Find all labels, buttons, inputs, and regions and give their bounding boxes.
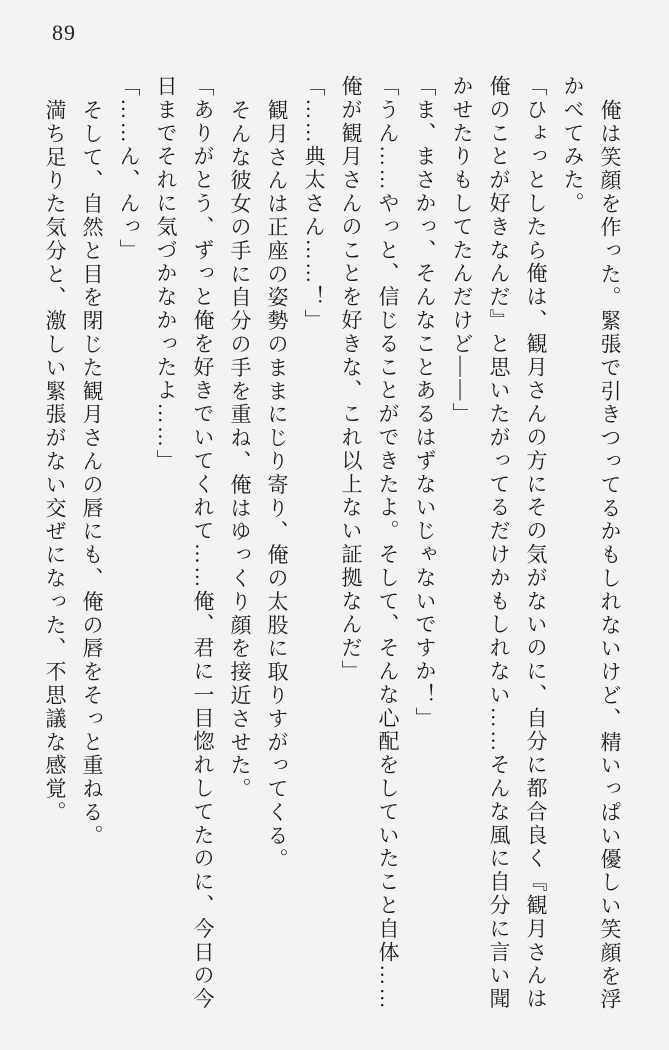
text-line: 満ち足りた気分と、激しい緊張がない交ぜになった、不思議な感覚。 bbox=[43, 98, 67, 824]
text-line: 俺のことが好きなんだ』と思いたがってるだけかもしれない……そんな風に自分に言い聞 bbox=[487, 75, 511, 1011]
text-line: 「ひょっとしたら俺は、観月さんの方にその気がないのに、自分に都合良く『観月さんは bbox=[524, 75, 548, 1011]
text-line: 俺が観月さんのことを好きな、これ以上ない証拠なんだ」 bbox=[339, 75, 363, 684]
text-line: 俺は笑顔を作った。緊張で引きつってるかもしれないけど、精いっぱい優しい笑顔を浮 bbox=[598, 98, 622, 1012]
text-line: 「……ん、んっ」 bbox=[117, 75, 141, 263]
text-line: かせたりもしてたんだけど――」 bbox=[450, 75, 474, 426]
page-number: 89 bbox=[52, 20, 76, 45]
vertical-text-area bbox=[36, 75, 628, 1020]
text-line: そして、自然と目を閉じた観月さんの唇にも、俺の唇をそっと重ねる。 bbox=[80, 98, 104, 848]
text-line: 「ありがとう、ずっと俺を好きでいてくれて……俺、君に一目惚れしてたのに、今日の今 bbox=[191, 75, 215, 1011]
text-line: 「……典太さん……！」 bbox=[302, 75, 326, 333]
text-line: かべてみた。 bbox=[561, 75, 585, 216]
text-line: そんな彼女の手に自分の手を重ね、俺はゆっくり顔を接近させた。 bbox=[228, 98, 252, 801]
text-line: 観月さんは正座の姿勢のままにじり寄り、俺の太股に取りすがってくる。 bbox=[265, 98, 289, 871]
text-line: 「うん……やっと、信じることができたよ。そして、そんな心配をしていたこと自体…… bbox=[376, 75, 400, 1011]
text-line: 「ま、まさかっ、そんなことあるはずないじゃないですか！」 bbox=[413, 75, 437, 731]
text-line: 日までそれに気づかなかったよ……」 bbox=[154, 75, 178, 473]
